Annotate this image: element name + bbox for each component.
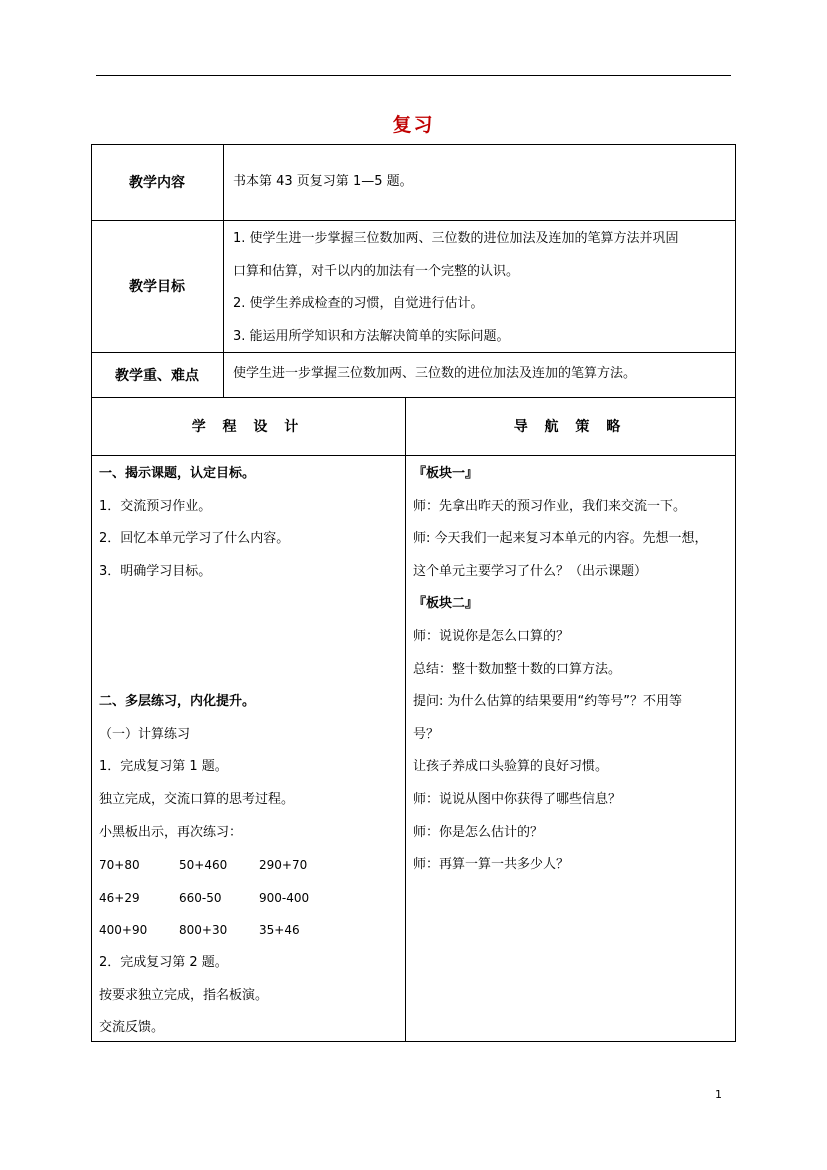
focus-text: 使学生进一步掌握三位数加两、三位数的进位加法及连加的笔算方法。 bbox=[233, 366, 637, 381]
strategy-line: 让孩子养成口头验算的良好习惯。 bbox=[413, 759, 609, 775]
strategy-line: 总结：整十数加整十数的口算方法。 bbox=[413, 661, 622, 677]
section-heading: 二、多层练习，内化提升。 bbox=[99, 694, 256, 710]
page-number: 1 bbox=[715, 1088, 722, 1101]
spacer bbox=[99, 654, 399, 687]
strategy-line: 师: 今天我们一起来复习本单元的内容。先想一想， bbox=[413, 531, 708, 547]
column-header-left: 学 程 设 计 bbox=[191, 419, 305, 435]
math-expression: 400+90 bbox=[99, 923, 148, 938]
math-row bbox=[99, 882, 399, 915]
spacer bbox=[99, 621, 399, 654]
math-expression: 70+80 bbox=[99, 858, 140, 873]
math-expression: 900-400 bbox=[259, 890, 310, 905]
strategy-line: 师：说说从图中你获得了哪些信息？ bbox=[413, 791, 622, 807]
list-item: 独立完成，交流口算的思考过程。 bbox=[99, 791, 295, 807]
math-expression: 290+70 bbox=[259, 858, 308, 873]
block-heading: 『板块一』 bbox=[413, 466, 479, 481]
list-item: 小黑板出示，再次练习： bbox=[99, 824, 243, 840]
list-item: 2．回忆本单元学习了什么内容。 bbox=[99, 531, 290, 547]
content-text: 书本第 43 页复习第 1—5 题。 bbox=[233, 174, 413, 189]
document-title: 复习 bbox=[392, 114, 435, 136]
strategy-line: 号？ bbox=[413, 726, 440, 742]
strategy-line: 这个单元主要学习了什么？（出示课题） bbox=[413, 563, 648, 579]
list-item: 2．完成复习第 2 题。 bbox=[99, 954, 228, 970]
table-rule bbox=[223, 144, 224, 397]
math-row bbox=[99, 849, 399, 882]
strategy-line: 师：先拿出昨天的预习作业，我们来交流一下。 bbox=[413, 498, 687, 514]
math-expression: 35+46 bbox=[259, 923, 300, 938]
goals-list bbox=[233, 223, 733, 353]
subsection-heading: （一）计算练习 bbox=[99, 726, 191, 742]
header-rule bbox=[96, 75, 731, 76]
spacer bbox=[99, 588, 399, 621]
content-label: 教学内容 bbox=[129, 175, 185, 191]
strategy-line: 提问: 为什么估算的结果要用“约等号”？不用等 bbox=[413, 694, 682, 710]
strategy-line: 师：再算一算一共多少人？ bbox=[413, 857, 570, 873]
focus-label: 教学重、难点 bbox=[115, 367, 199, 384]
list-item: 3．明确学习目标。 bbox=[99, 563, 212, 579]
strategy-line: 师：你是怎么估计的？ bbox=[413, 824, 544, 840]
table-border-right bbox=[735, 144, 736, 1042]
table-rule bbox=[91, 455, 736, 456]
math-row bbox=[99, 914, 399, 947]
math-expression: 660-50 bbox=[179, 890, 222, 905]
list-item: 按要求独立完成，指名板演。 bbox=[99, 987, 269, 1003]
goal-line: 1. 使学生进一步掌握三位数加两、三位数的进位加法及连加的笔算方法并巩固 bbox=[233, 231, 679, 246]
goal-line: 2. 使学生养成检查的习惯，自觉进行估计。 bbox=[233, 296, 484, 312]
block-heading: 『板块二』 bbox=[413, 596, 479, 612]
lesson-plan-table bbox=[91, 144, 736, 1042]
goal-line: 口算和估算，对千以内的加法有一个完整的认识。 bbox=[233, 263, 520, 279]
strategy-line: 师：说说你是怎么口算的？ bbox=[413, 628, 570, 644]
left-column-content bbox=[99, 458, 399, 1045]
goals-label: 教学目标 bbox=[129, 279, 185, 295]
list-item: 1．交流预习作业。 bbox=[99, 498, 212, 514]
math-expression: 50+460 bbox=[179, 858, 228, 873]
column-header-right: 导 航 策 略 bbox=[513, 419, 627, 435]
right-column-content bbox=[413, 458, 733, 882]
section-heading: 一、揭示课题，认定目标。 bbox=[99, 466, 256, 481]
goal-line: 3. 能运用所学知识和方法解决简单的实际问题。 bbox=[233, 328, 510, 344]
list-item: 交流反馈。 bbox=[99, 1020, 165, 1036]
list-item: 1．完成复习第 1 题。 bbox=[99, 759, 228, 775]
table-rule bbox=[405, 397, 406, 1042]
math-expression: 800+30 bbox=[179, 923, 228, 938]
math-expression: 46+29 bbox=[99, 890, 140, 905]
